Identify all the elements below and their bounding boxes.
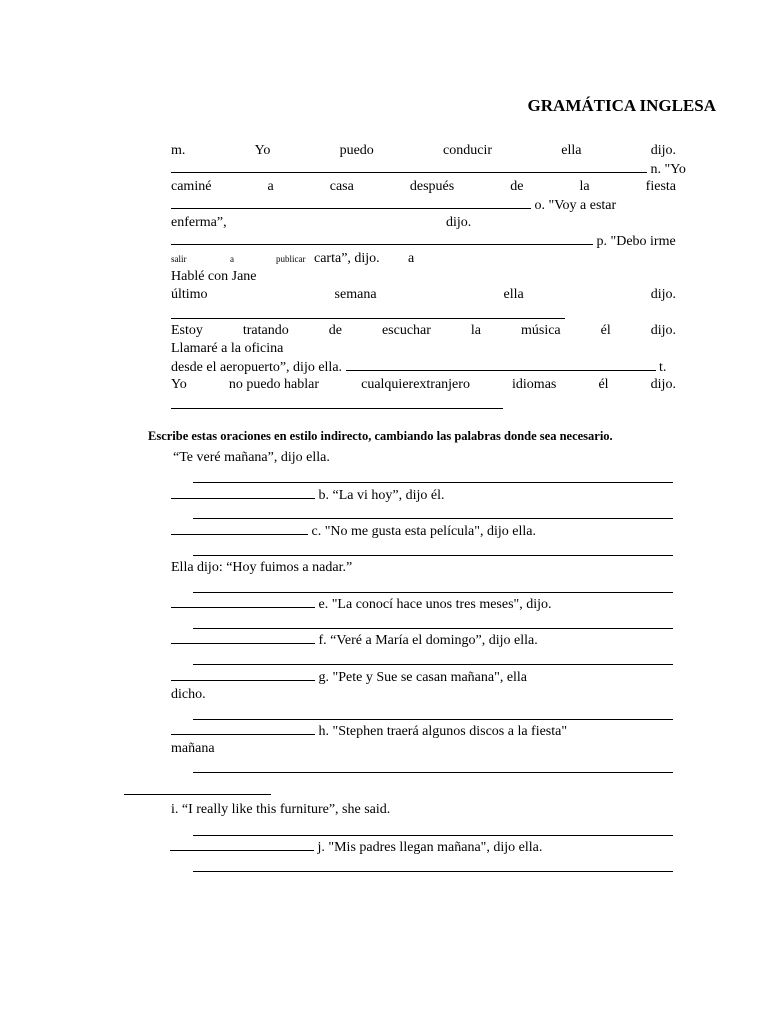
answer-blank[interactable] [171, 486, 315, 499]
answer-blank[interactable] [193, 835, 673, 836]
exercise-b-prompt: b. “La vi hoy”, dijo él. [171, 486, 676, 505]
exercise-g-prompt: g. "Pete y Sue se casan mañana", ella [171, 668, 676, 687]
sentence-m-line1: m. Yo puedo conducir ella dijo. [171, 143, 676, 158]
exercise-f-prompt: f. “Veré a María el domingo”, dijo ella. [171, 631, 676, 650]
sentence-s-line: Llamaré a la oficina [171, 341, 284, 356]
sentence-n-line2: caminé a casa después de la fiesta [171, 179, 676, 194]
exercise-j-prompt: j. "Mis padres llegan mañana", dijo ella. [170, 838, 675, 857]
answer-blank[interactable] [346, 358, 656, 371]
answer-blank[interactable] [193, 772, 673, 773]
exercise-e-prompt: e. "La conocí hace unos tres meses", dijo. [171, 595, 676, 614]
answer-blank[interactable] [193, 664, 673, 665]
answer-blank[interactable] [193, 719, 673, 720]
exercise-d-prompt: Ella dijo: “Hoy fuimos a nadar.” [171, 560, 353, 575]
answer-blank[interactable] [193, 555, 673, 556]
answer-blank[interactable] [193, 871, 673, 872]
page-title: GRAMÁTICA INGLESA [527, 96, 716, 115]
answer-blank[interactable] [171, 408, 503, 409]
sentence-q-line: Hablé con Jane [171, 269, 257, 284]
answer-blank[interactable] [171, 595, 315, 608]
answer-blank[interactable] [170, 838, 314, 851]
exercise-i-prompt: i. “I really like this furniture”, she said. [171, 802, 391, 817]
answer-blank[interactable] [171, 631, 315, 644]
sentence-q-line2: último semana ella dijo. [171, 287, 676, 302]
answer-blank[interactable] [193, 628, 673, 629]
sentence-o-line: o. "Voy a estar [171, 196, 676, 215]
answer-blank[interactable] [171, 722, 315, 735]
exercise-h-prompt-line2: mañana [171, 741, 215, 756]
exercise-h-prompt: h. "Stephen traerá algunos discos a la fiesta" [171, 722, 676, 741]
sentence-s-line2: desde el aeropuerto”, dijo ella. t. [171, 360, 667, 375]
answer-blank[interactable] [171, 522, 308, 535]
exercise-c-prompt: c. "No me gusta esta película", dijo ella. [171, 522, 676, 541]
answer-blank[interactable] [171, 668, 315, 681]
sentence-r-line: Estoy tratando de escuchar la música él dijo. [171, 323, 676, 338]
sentence-p-line: p. "Debo irme [171, 232, 676, 251]
exercise-g-prompt-line2: dicho. [171, 687, 206, 702]
answer-blank[interactable] [193, 592, 673, 593]
answer-blank[interactable] [124, 794, 271, 795]
sentence-o-line2: enferma”, dijo. [171, 215, 472, 230]
exercise-a-prompt: “Te veré mañana”, dijo ella. [173, 450, 330, 465]
sentence-t-line: Yo no puedo hablar cualquierextranjero idiomas él dijo. [171, 377, 676, 392]
answer-blank[interactable] [193, 482, 673, 483]
answer-blank[interactable] [171, 160, 647, 173]
answer-blank[interactable] [171, 196, 531, 209]
answer-blank[interactable] [193, 518, 673, 519]
answer-blank[interactable] [171, 232, 593, 245]
answer-blank[interactable] [171, 318, 565, 319]
sentence-n-line: n. "Yo [171, 160, 676, 179]
instructions: Escribe estas oraciones en estilo indirecto, cambiando las palabras donde sea necesario. [148, 429, 613, 443]
sentence-p-line2: salir a publicar carta”, dijo. a [171, 251, 415, 266]
